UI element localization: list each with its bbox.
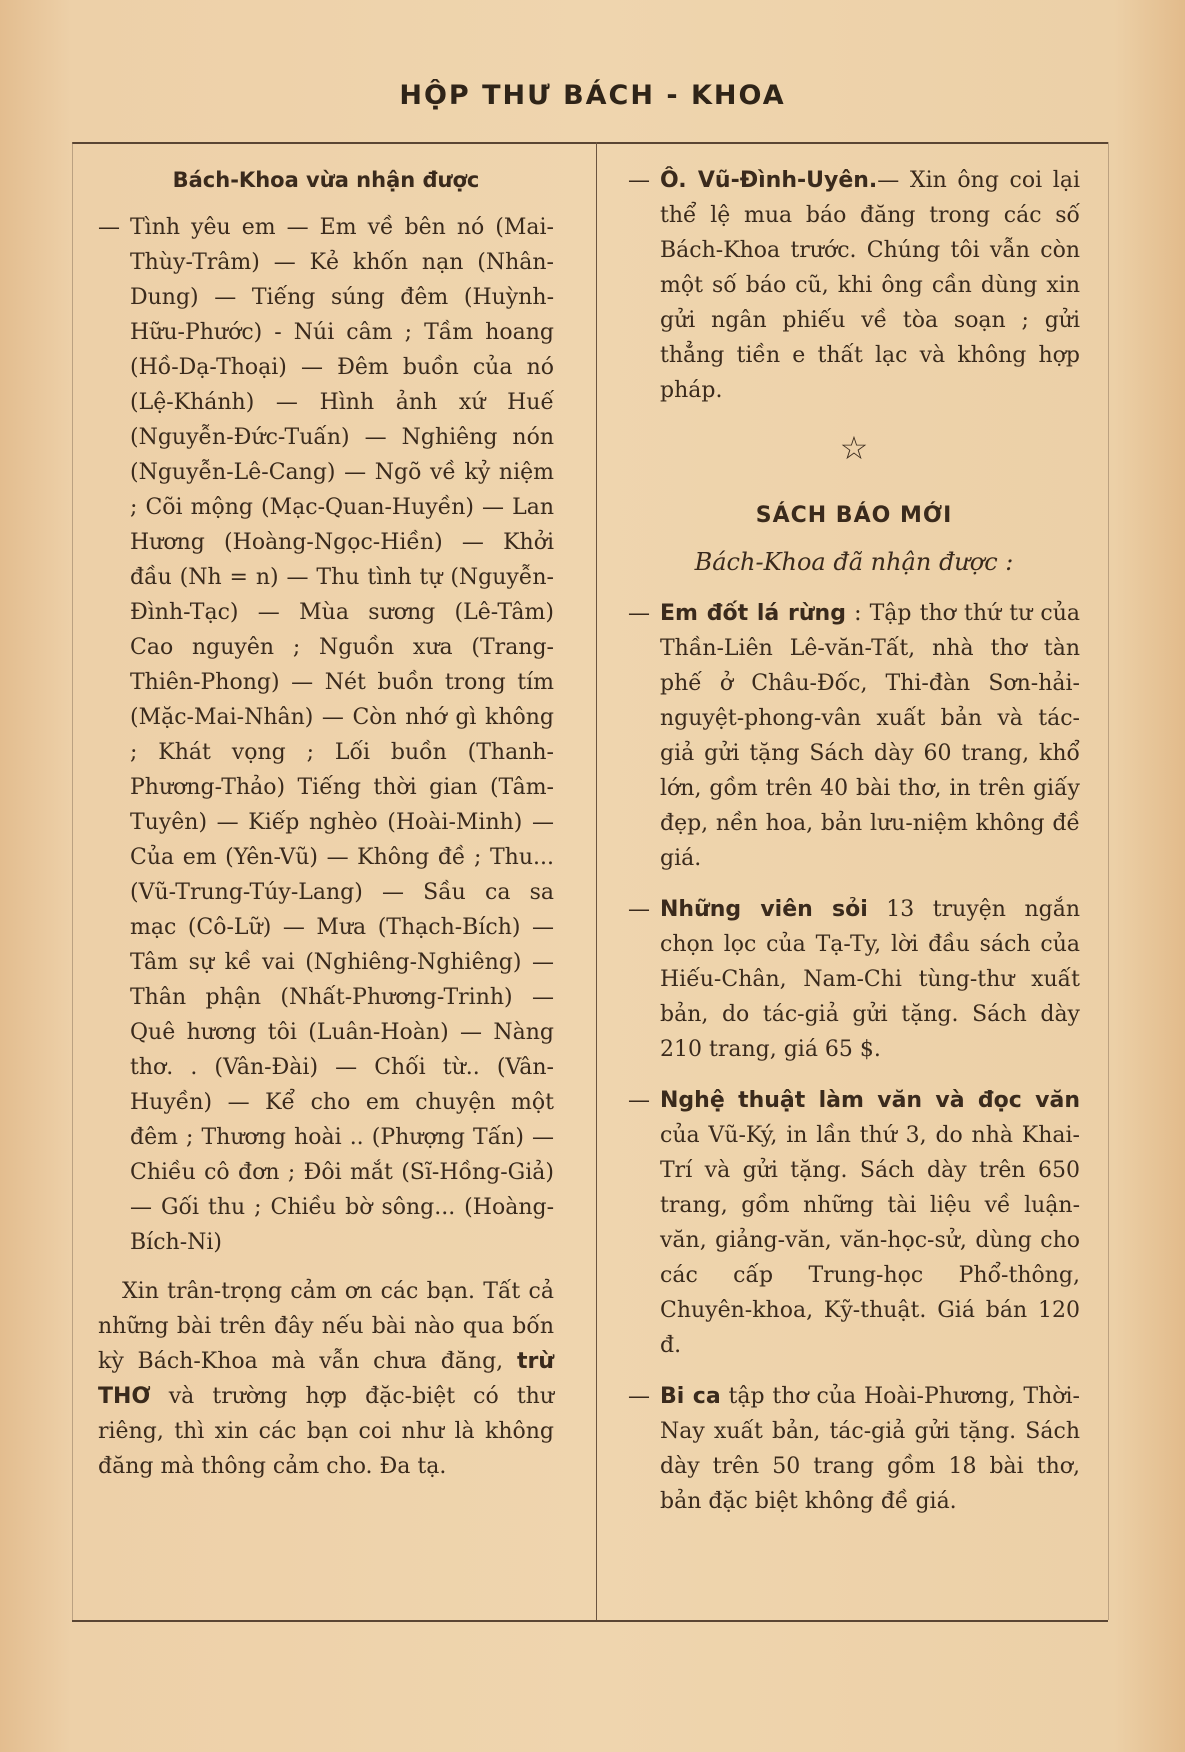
book-entry (628, 1379, 1080, 1519)
list-dash: — (98, 215, 120, 240)
received-list (98, 210, 554, 1260)
book-entry (628, 1083, 1080, 1363)
section-title: SÁCH BÁO MỚI (755, 503, 953, 528)
top-rule (72, 142, 1108, 144)
book-dash: — (628, 601, 650, 626)
bottom-rule (72, 1620, 1108, 1622)
book-title: Những viên sỏi (660, 897, 868, 922)
received-heading: Bách-Khoa vừa nhận được (172, 168, 480, 192)
book-dash: — (628, 897, 650, 922)
column-divider (596, 142, 597, 1620)
reply-dash: — (628, 168, 650, 193)
reply-text: — Xin ông coi lại thể lệ mua báo đăng trong các số Bách-Khoa trước. Chúng tôi vẫn còn một số báo cũ, khi ông cần dùng xin gửi ngân phiếu về tòa soạn ; gửi thẳng tiền e thất lạc và không hợp pháp. (660, 168, 1080, 403)
book-dash: — (628, 1088, 650, 1113)
left-column (98, 163, 554, 1484)
left-border (72, 142, 73, 1620)
thanks-paragraph (98, 1274, 554, 1484)
book-desc: 13 truyện ngắn chọn lọc của Tạ-Ty, lời đầu sách của Hiếu-Chân, Nam-Chi tùng-thư xuất bản, do tác-giả gửi tặng. Sách dày 210 trang, giá 65 $. (660, 897, 1080, 1062)
thanks-text-after: và trường hợp đặc-biệt có thư riêng, thì xin các bạn coi như là không đăng mà thông cảm cho. Đa tạ. (98, 1384, 554, 1479)
book-title: Em đốt lá rừng (660, 601, 846, 626)
book-entry (628, 596, 1080, 876)
reply-name: Ô. Vũ-Đình-Uyên. (660, 168, 878, 193)
right-border (1108, 142, 1109, 1620)
book-title: Nghệ thuật làm văn và đọc văn (660, 1088, 1080, 1113)
received-list-text: Tình yêu em — Em về bên nó (Mai-Thùy-Trâm) — Kẻ khốn nạn (Nhân-Dung) — Tiếng súng đêm (Huỳnh-Hữu-Phước) - Núi câm ; Tầm hoang (Hồ-Dạ-Thoại) — Đêm buồn của nó (Lệ-Khánh) — Hình ảnh xứ Huế (Nguyễn-Đức-Tuấn) — Nghiêng nón (Nguyễn-Lê-Cang) — Ngõ về kỷ niệm ; Cõi mộng (Mạc-Quan-Huyền) — Lan Hương (Hoàng-Ngọc-Hiền) — Khởi đầu (Nh = n) — Thu tình tự (Nguyễn-Đình-Tạc) — Mùa sương (Lê-Tâm) Cao nguyên ; Nguồn xưa (Trang-Thiên-Phong) — Nét buồn trong tím (Mặc-Mai-Nhân) — Còn nhớ gì không ; Khát vọng ; Lối buồn (Thanh-Phương-Thảo) Tiếng thời gian (Tâm-Tuyên) — Kiếp nghèo (Hoài-Minh) — Của em (Yên-Vũ) — Không đề ; Thu... (Vũ-Trung-Túy-Lang) — Sầu ca sa mạc (Cô-Lữ) — Mưa (Thạch-Bích) — Tâm sự kề vai (Nghiêng-Nghiêng) — Thân phận (Nhất-Phương-Trinh) — Quê hương tôi (Luân-Hoàn) — Nàng thơ. . (Vân-Đài) — Chối từ.. (Vân-Huyền) — Kể cho em chuyện một đêm ; Thương hoài .. (Phượng Tấn) — Chiều cô đơn ; Đôi mắt (Sĩ-Hồng-Giả) — Gối thu ; Chiều bờ sông... (Hoàng-Bích-Ni) (130, 215, 554, 1255)
book-desc: : Tập thơ thứ tư của Thần-Liên Lê-văn-Tất, nhà thơ tàn phế ở Châu-Đốc, Thi-đàn Sơn-hải-nguyệt-phong-vân xuất bản và tác-giả gửi tặng Sách dày 60 trang, khổ lớn, gồm trên 40 bài thơ, in trên giấy đẹp, nền hoa, bản lưu-niệm không đề giá. (660, 601, 1081, 871)
reply-paragraph (628, 163, 1080, 408)
page-title: HỘP THƯ BÁCH - KHOA (399, 80, 786, 111)
book-dash: — (628, 1384, 650, 1409)
book-desc: của Vũ-Ký, in lần thứ 3, do nhà Khai-Trí và gửi tặng. Sách dày trên 650 trang, gồm những tài liệu về luận-văn, giảng-văn, văn-học-sử, dùng cho các cấp Trung-học Phổ-thông, Chuyên-khoa, Kỹ-thuật. Giá bán 120 đ. (660, 1123, 1080, 1358)
book-desc: tập thơ của Hoài-Phương, Thời-Nay xuất bản, tác-giả gửi tặng. Sách dày trên 50 trang gồm 18 bài thơ, bản đặc biệt không đề giá. (660, 1384, 1080, 1514)
book-entry (628, 892, 1080, 1067)
star-icon: ☆ (839, 429, 869, 467)
thanks-text-bold: trừ THƠ (98, 1349, 554, 1409)
section-subtitle: Bách-Khoa đã nhận được : (694, 548, 1014, 576)
thanks-text-before: Xin trân-trọng cảm ơn các bạn. Tất cả những bài trên đây nếu bài nào qua bốn kỳ Bách-Khoa mà vẫn chưa đăng, (98, 1279, 554, 1374)
book-title: Bi ca (660, 1384, 721, 1409)
right-column (628, 163, 1080, 1535)
